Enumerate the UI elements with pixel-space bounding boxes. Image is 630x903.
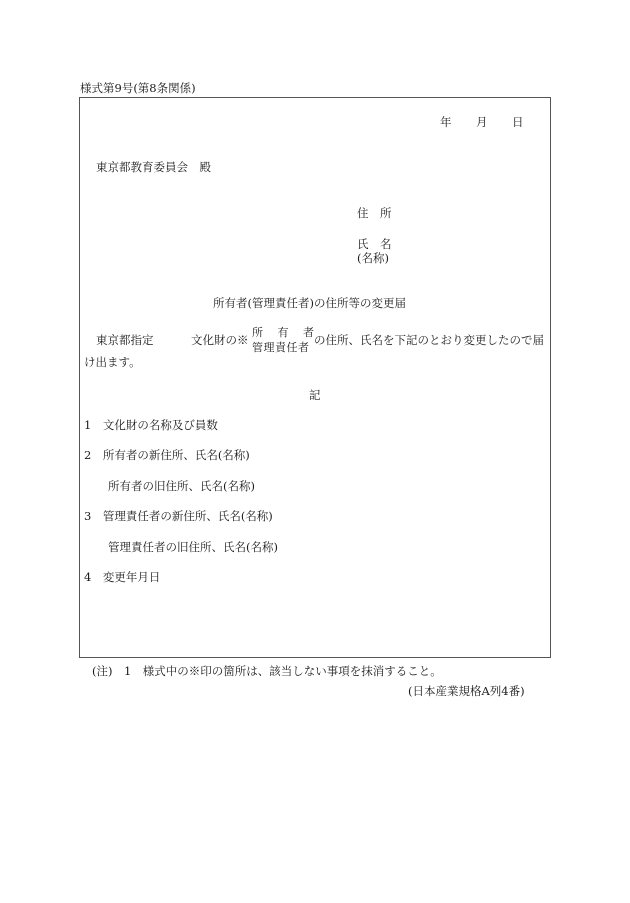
date-day: 日 xyxy=(512,115,524,129)
form-number-label: 様式第9号(第8条関係) xyxy=(80,81,196,95)
name-sub-label: (名称) xyxy=(357,251,389,265)
item-3-sub: 管理責任者の旧住所、氏名(名称) xyxy=(108,540,278,554)
role-owner-char-2: 有 xyxy=(277,326,289,339)
standard-label: (日本産業規格A列4番) xyxy=(408,684,525,698)
ki-heading: 記 xyxy=(309,388,321,402)
date-year: 年 xyxy=(440,115,452,129)
item-2: 2 所有者の新住所、氏名(名称) xyxy=(84,448,250,462)
role-owner-char-1: 所 xyxy=(252,326,263,339)
body-text-line2: け出ます。 xyxy=(84,355,141,369)
body-text-rest: の住所、氏名を下記のとおり変更したので届 xyxy=(314,333,544,347)
document-title: 所有者(管理責任者)の住所等の変更届 xyxy=(213,296,406,310)
footer-note: (注) 1 様式中の※印の箇所は、該当しない事項を抹消すること。 xyxy=(92,664,442,678)
body-text-prefecture: 東京都指定 xyxy=(96,333,154,347)
address-label: 住 所 xyxy=(357,206,392,220)
name-label: 氏 名 xyxy=(357,237,392,251)
item-1: 1 文化財の名称及び員数 xyxy=(84,418,218,432)
role-owner-char-3: 者 xyxy=(303,326,314,339)
role-owner xyxy=(252,325,314,340)
item-3: 3 管理責任者の新住所、氏名(名称) xyxy=(84,509,273,523)
role-manager: 管理責任者 xyxy=(252,341,310,354)
addressee: 東京都教育委員会 殿 xyxy=(96,160,211,174)
role-choice xyxy=(252,325,314,355)
item-2-sub: 所有者の旧住所、氏名(名称) xyxy=(108,479,255,493)
body-text-property: 文化財の※ xyxy=(191,333,249,347)
date-month: 月 xyxy=(476,115,488,129)
item-4: 4 変更年月日 xyxy=(84,570,161,584)
